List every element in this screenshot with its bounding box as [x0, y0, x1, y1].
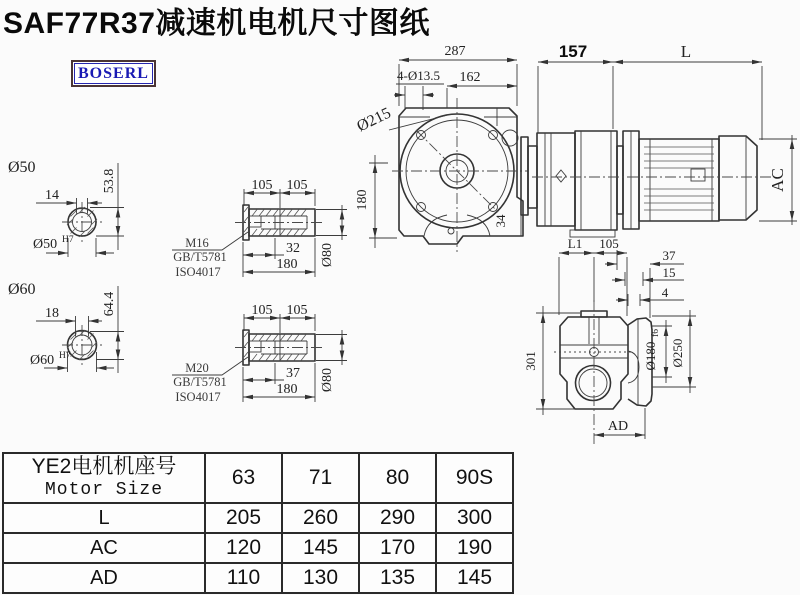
cell-L-63: 205	[205, 503, 282, 533]
cell-L-71: 260	[282, 503, 359, 533]
shaft-upper-std1: GB/T5781	[173, 250, 227, 264]
row-label-AC: AC	[3, 533, 205, 563]
brand-logo-text: BOSERL	[74, 63, 153, 84]
rear-spigot-tol: f6	[651, 329, 661, 337]
rear-flange-view	[523, 236, 696, 445]
rear-105-dim: 105	[599, 236, 619, 251]
motor-size-table	[2, 452, 514, 594]
front-flange-dia-label: Ø215	[354, 104, 394, 136]
table-col-71: 71	[282, 453, 359, 503]
side-motor-dia-dim: AC	[768, 168, 787, 192]
page-title: SAF77R37减速机电机尺寸图纸	[3, 7, 430, 40]
table-col-80: 80	[359, 453, 436, 503]
cell-AC-90s: 190	[436, 533, 513, 563]
bore60-dia-label: Ø60	[30, 353, 55, 368]
bore60-keyh-dim: 64.4	[102, 291, 117, 317]
table-row-AC	[3, 533, 513, 563]
front-width-dim: 287	[444, 44, 466, 59]
rear-spigot-dia-dim: Ø180	[643, 341, 658, 371]
front-height-dim: 180	[355, 189, 370, 211]
shaft-upper-seg2: 105	[286, 178, 308, 193]
shaft-lower-seg2: 105	[286, 303, 308, 318]
bore60-tol: H7	[59, 351, 71, 361]
table-col-63: 63	[205, 453, 282, 503]
shaft-lower-view	[172, 303, 347, 404]
table-header-cn: YE2电机机座号	[31, 455, 177, 478]
bore60-label: Ø60	[8, 281, 36, 298]
side-input-len-dim: 157	[558, 42, 588, 61]
cell-AD-90s: 145	[436, 563, 513, 593]
shaft-upper-screw: M16	[185, 236, 209, 250]
cell-AD-71: 130	[282, 563, 359, 593]
cell-L-80: 290	[359, 503, 436, 533]
rear-l1-dim: L1	[567, 236, 583, 251]
shaft-upper-seg1: 105	[251, 178, 273, 193]
table-col-90s: 90S	[436, 453, 513, 503]
shaft-upper-total: 180	[276, 257, 298, 272]
rear-37-dim: 37	[662, 248, 676, 263]
row-label-AD: AD	[3, 563, 205, 593]
gearbox-front-view	[354, 44, 528, 252]
bore50-tol: H7	[62, 235, 74, 245]
shaft-lower-key: 37	[286, 366, 300, 381]
cell-AD-80: 135	[359, 563, 436, 593]
shaft-lower-total: 180	[276, 382, 298, 397]
cell-AD-63: 110	[205, 563, 282, 593]
shaft-lower-std1: GB/T5781	[173, 375, 227, 389]
shaft-upper-std2: ISO4017	[175, 265, 221, 279]
shaft-lower-seg1: 105	[251, 303, 273, 318]
shaft-upper-dia: Ø80	[320, 242, 335, 268]
cell-AC-71: 145	[282, 533, 359, 563]
rear-height-dim: 301	[523, 351, 538, 371]
front-holes-label: 4-Ø13.5	[397, 68, 440, 83]
bore60-keyw-dim: 18	[45, 306, 59, 321]
rear-15-dim: 15	[662, 265, 676, 280]
cell-L-90s: 300	[436, 503, 513, 533]
shaft-lower-std2: ISO4017	[175, 390, 221, 404]
bore50-label: Ø50	[8, 159, 36, 176]
shaft-upper-view	[172, 178, 347, 279]
table-row-L	[3, 503, 513, 533]
motor-side-view	[521, 42, 797, 237]
side-motor-len-dim: L	[680, 42, 692, 61]
front-inner-width-dim: 162	[459, 70, 481, 85]
cell-AC-63: 120	[205, 533, 282, 563]
bore60-view	[8, 281, 124, 373]
shaft-lower-dia: Ø80	[320, 367, 335, 393]
front-foot-dim: 34	[493, 214, 508, 228]
table-header-motor-size	[3, 453, 205, 503]
row-label-L: L	[3, 503, 205, 533]
table-header-en: Motor Size	[44, 480, 164, 500]
table-row-AD	[3, 563, 513, 593]
cell-AC-80: 170	[359, 533, 436, 563]
rear-4-dim: 4	[661, 285, 669, 300]
bore50-view	[8, 159, 124, 257]
bore50-keyw-dim: 14	[45, 188, 59, 203]
bore50-keyh-dim: 53.8	[102, 168, 117, 194]
rear-flange-dia-dim: Ø250	[670, 338, 685, 368]
rear-ad-dim: AD	[607, 419, 629, 434]
shaft-lower-screw: M20	[185, 361, 209, 375]
bore50-dia-label: Ø50	[33, 237, 58, 252]
shaft-upper-key: 32	[286, 241, 300, 256]
